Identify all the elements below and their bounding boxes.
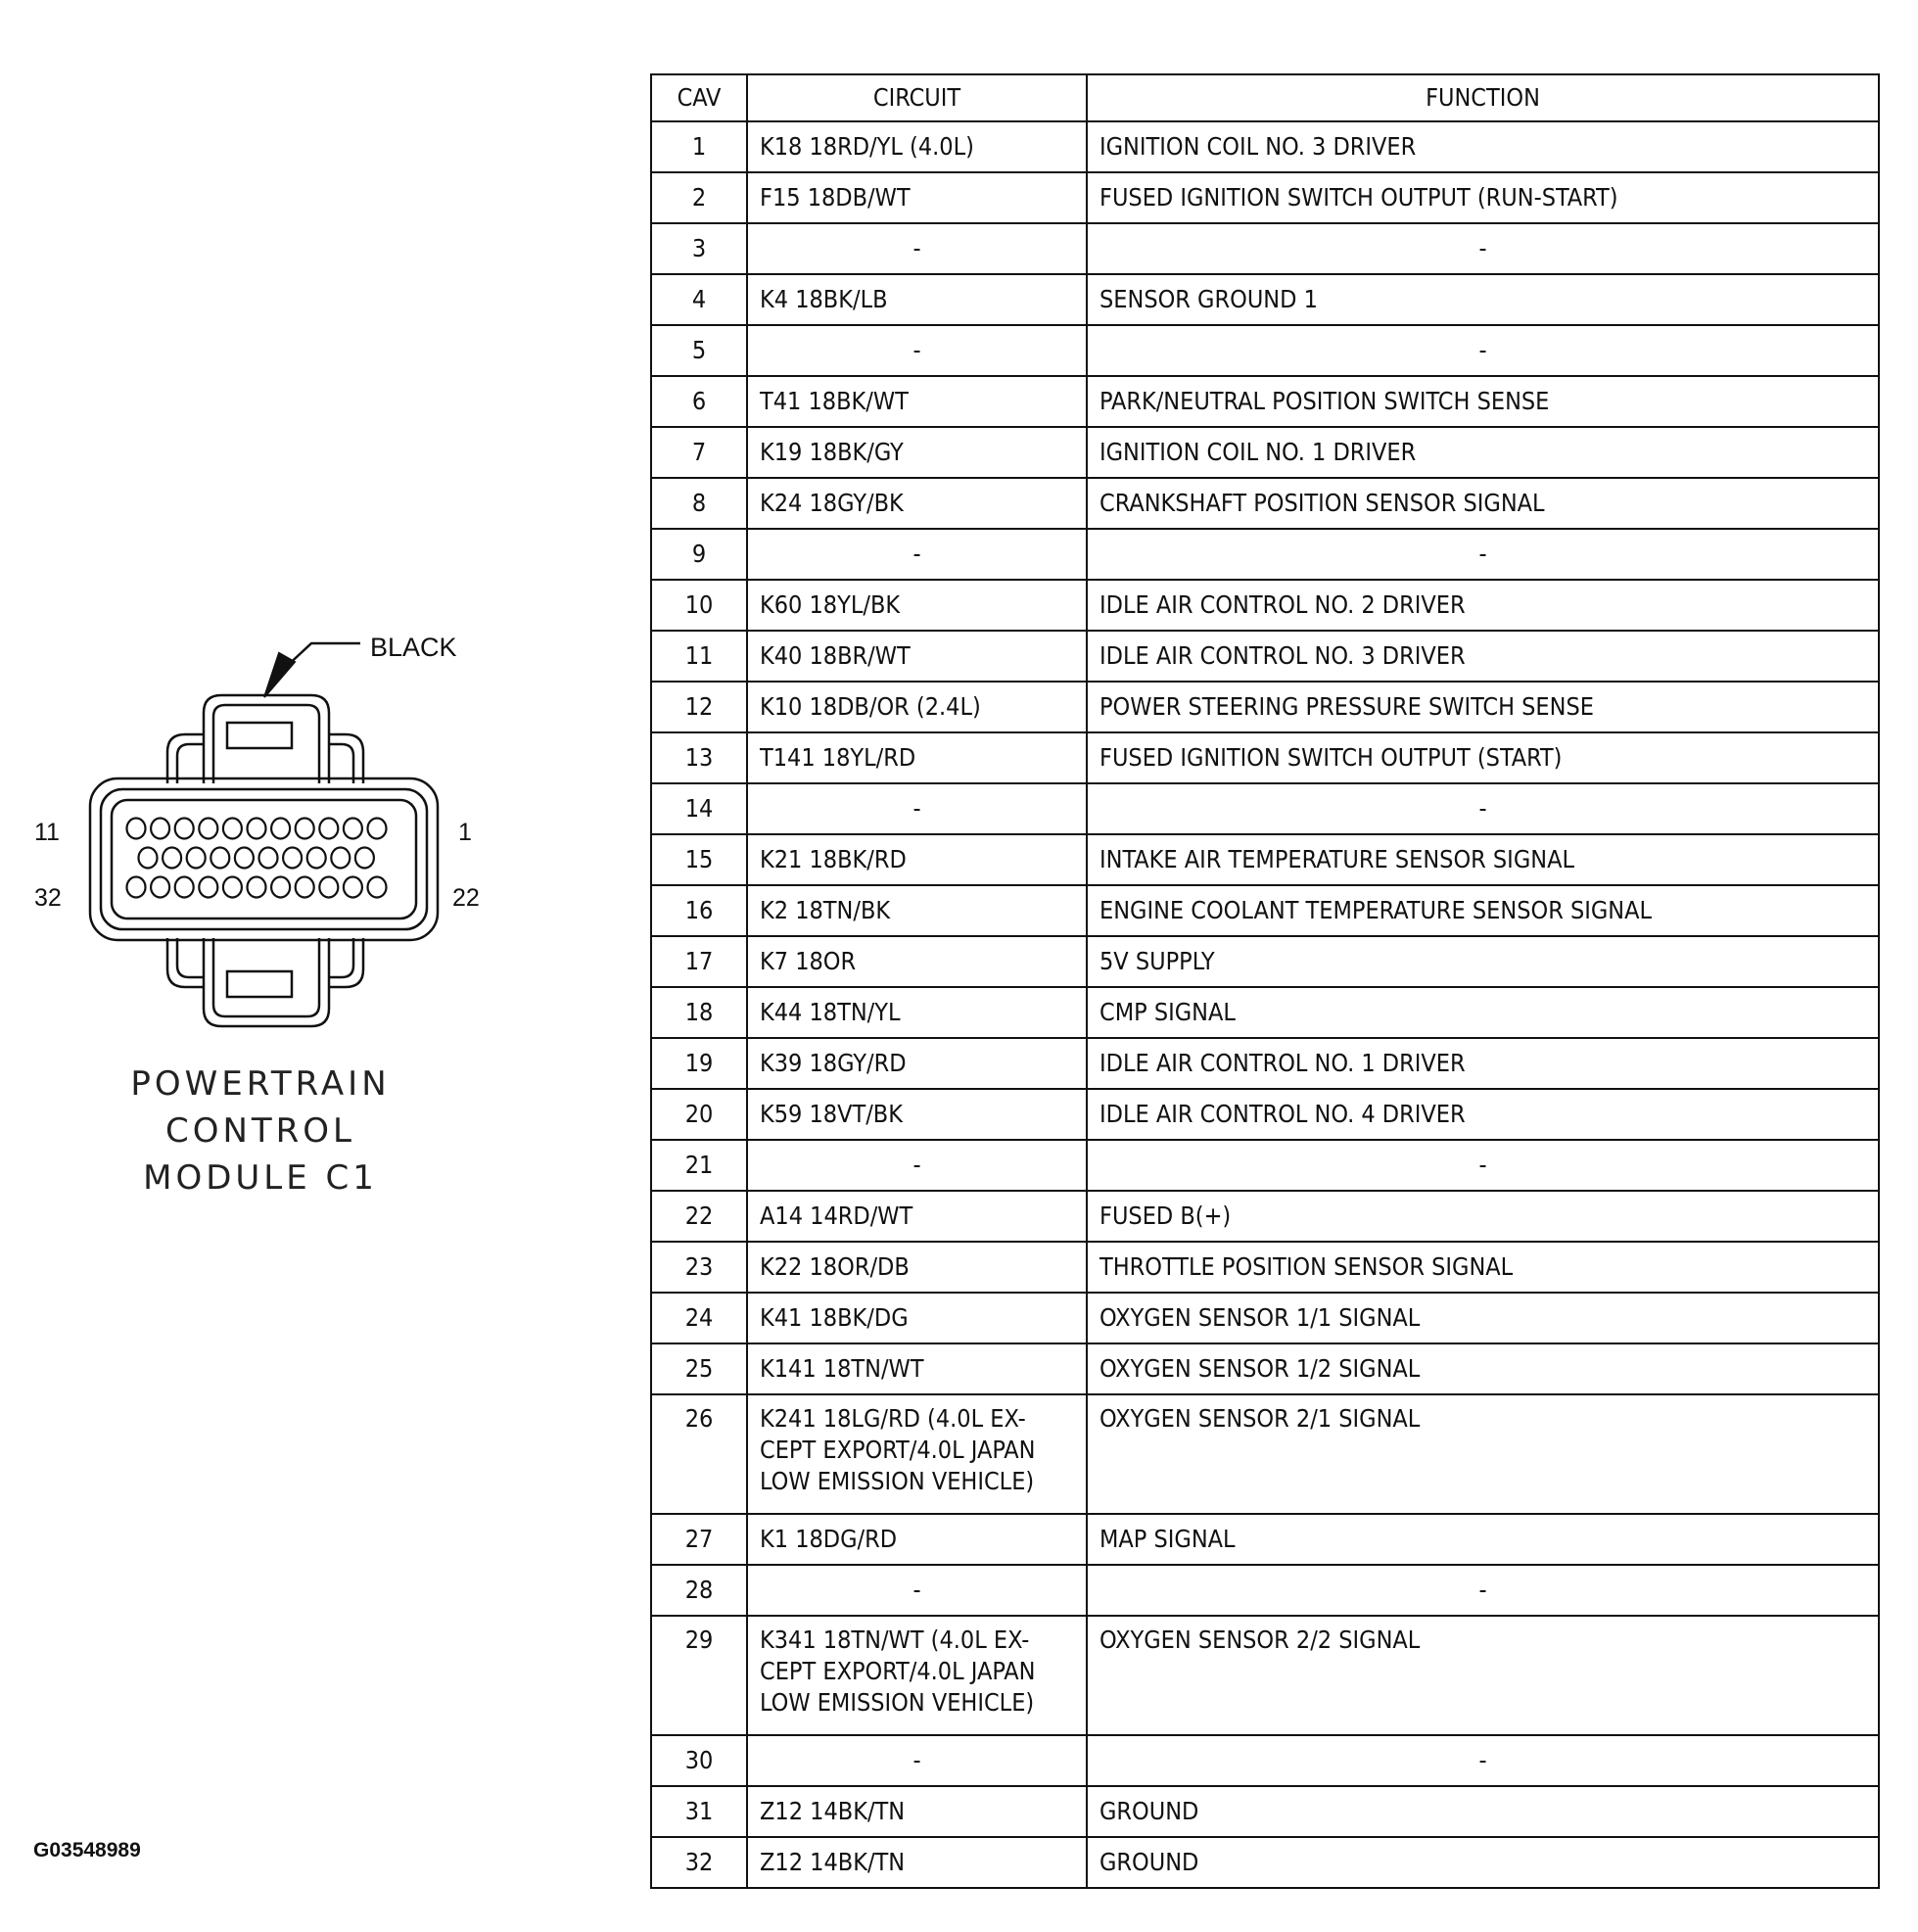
pin-cavity <box>199 877 217 898</box>
cell-function: IDLE AIR CONTROL NO. 3 DRIVER <box>1087 631 1879 682</box>
cell-circuit-text: Z12 14BK/TN <box>760 1848 906 1876</box>
cell-circuit <box>747 1089 1087 1140</box>
cell-cav: 21 <box>651 1140 747 1191</box>
cell-circuit-text: K141 18TN/WT <box>760 1354 924 1383</box>
pin-cavity <box>223 877 242 898</box>
cell-cav: 10 <box>651 580 747 631</box>
cell-circuit <box>747 783 1087 834</box>
table-row <box>651 1786 1879 1837</box>
table-row <box>651 682 1879 732</box>
cell-cav: 23 <box>651 1242 747 1293</box>
cell-cav: 1 <box>651 121 747 172</box>
table-row <box>651 1565 1879 1616</box>
table-row <box>651 529 1879 580</box>
table-row <box>651 376 1879 427</box>
cell-cav: 19 <box>651 1038 747 1089</box>
table-row <box>651 1140 1879 1191</box>
pin-cavity <box>175 877 194 898</box>
pin-cavity <box>259 848 278 869</box>
cell-function: MAP SIGNAL <box>1087 1514 1879 1565</box>
cell-function: IGNITION COIL NO. 3 DRIVER <box>1087 121 1879 172</box>
table-row <box>651 1191 1879 1242</box>
pin-row-middle <box>139 848 374 869</box>
cell-circuit-text: K60 18YL/BK <box>760 590 901 619</box>
cell-cav: 22 <box>651 1191 747 1242</box>
cell-function: - <box>1087 1735 1879 1786</box>
connector-color-label: BLACK <box>370 633 457 662</box>
cell-function: CMP SIGNAL <box>1087 987 1879 1038</box>
pin-cavity <box>248 877 266 898</box>
cell-function: IDLE AIR CONTROL NO. 4 DRIVER <box>1087 1089 1879 1140</box>
cell-circuit-text: K44 18TN/YL <box>760 998 901 1026</box>
cell-circuit-text: F15 18DB/WT <box>760 183 911 212</box>
table-row <box>651 987 1879 1038</box>
table-row <box>651 427 1879 478</box>
table-row <box>651 1242 1879 1293</box>
cell-circuit <box>747 529 1087 580</box>
cell-circuit-text: - <box>912 540 921 568</box>
cell-cav: 16 <box>651 885 747 936</box>
cell-circuit-text: T41 18BK/WT <box>760 387 909 415</box>
table-row <box>651 1038 1879 1089</box>
figure-id: G03548989 <box>33 1839 141 1861</box>
cell-function: OXYGEN SENSOR 1/1 SIGNAL <box>1087 1293 1879 1343</box>
pin-cavity <box>271 819 290 839</box>
cell-function: GROUND <box>1087 1786 1879 1837</box>
cell-circuit <box>747 987 1087 1038</box>
connector-caption-line1: POWERTRAIN <box>130 1064 391 1104</box>
cell-circuit <box>747 1735 1087 1786</box>
pin-label-11: 11 <box>34 819 60 846</box>
cell-circuit-text: K39 18GY/RD <box>760 1049 907 1077</box>
cell-cav: 3 <box>651 223 747 274</box>
cell-function: - <box>1087 325 1879 376</box>
cell-function: - <box>1087 783 1879 834</box>
cell-cav: 31 <box>651 1786 747 1837</box>
cell-circuit-text: K18 18RD/YL (4.0L) <box>760 132 974 161</box>
cell-function: FUSED IGNITION SWITCH OUTPUT (START) <box>1087 732 1879 783</box>
cell-cav: 12 <box>651 682 747 732</box>
column-header-function: FUNCTION <box>1087 74 1879 121</box>
cell-circuit-text: - <box>912 1151 921 1179</box>
pin-row-bottom <box>127 877 387 898</box>
table-row <box>651 1343 1879 1394</box>
cell-function: OXYGEN SENSOR 1/2 SIGNAL <box>1087 1343 1879 1394</box>
cell-function: PARK/NEUTRAL POSITION SWITCH SENSE <box>1087 376 1879 427</box>
pin-cavity <box>344 819 362 839</box>
table-row <box>651 478 1879 529</box>
cell-cav: 2 <box>651 172 747 223</box>
pin-cavity <box>139 848 158 869</box>
table-row <box>651 274 1879 325</box>
cell-circuit <box>747 1242 1087 1293</box>
cell-circuit <box>747 732 1087 783</box>
cell-function: FUSED IGNITION SWITCH OUTPUT (RUN-START) <box>1087 172 1879 223</box>
cell-function: INTAKE AIR TEMPERATURE SENSOR SIGNAL <box>1087 834 1879 885</box>
pin-cavity <box>296 819 314 839</box>
pin-cavity <box>368 877 387 898</box>
cell-function: IGNITION COIL NO. 1 DRIVER <box>1087 427 1879 478</box>
cell-cav: 28 <box>651 1565 747 1616</box>
cell-circuit-text: K41 18BK/DG <box>760 1303 909 1332</box>
cell-cav: 32 <box>651 1837 747 1888</box>
cell-function: GROUND <box>1087 1837 1879 1888</box>
pin-cavity <box>296 877 314 898</box>
pin-cavity <box>199 819 217 839</box>
cell-cav: 20 <box>651 1089 747 1140</box>
cell-function: POWER STEERING PRESSURE SWITCH SENSE <box>1087 682 1879 732</box>
pin-cavity <box>368 819 387 839</box>
cell-cav: 13 <box>651 732 747 783</box>
cell-cav: 29 <box>651 1616 747 1735</box>
cell-cav: 24 <box>651 1293 747 1343</box>
pin-label-22: 22 <box>452 884 480 912</box>
column-header-circuit: CIRCUIT <box>747 74 1087 121</box>
table-row <box>651 1394 1879 1514</box>
cell-function: IDLE AIR CONTROL NO. 2 DRIVER <box>1087 580 1879 631</box>
connector-caption-line2: CONTROL <box>164 1111 356 1151</box>
cell-circuit-text: K1 18DG/RD <box>760 1525 898 1553</box>
cell-cav: 8 <box>651 478 747 529</box>
cell-circuit-text: K40 18BR/WT <box>760 641 911 670</box>
pin-cavity <box>187 848 206 869</box>
column-header-cav: CAV <box>651 74 747 121</box>
cell-cav: 7 <box>651 427 747 478</box>
cell-circuit-text: K21 18BK/RD <box>760 845 907 873</box>
pin-cavity <box>307 848 326 869</box>
table-row <box>651 1293 1879 1343</box>
cell-circuit <box>747 631 1087 682</box>
cell-circuit <box>747 885 1087 936</box>
cell-circuit <box>747 1514 1087 1565</box>
pin-row-top <box>127 819 387 839</box>
cell-circuit-text: K59 18VT/BK <box>760 1100 903 1128</box>
cell-circuit-text: - <box>912 1576 921 1604</box>
pin-cavity <box>319 819 338 839</box>
cell-function: OXYGEN SENSOR 2/1 SIGNAL <box>1087 1394 1879 1514</box>
cell-circuit <box>747 682 1087 732</box>
table-row <box>651 834 1879 885</box>
cell-circuit-text: K241 18LG/RD (4.0L EX- CEPT EXPORT/4.0L JAPAN LOW EMISSION VEHICLE) <box>760 1404 1036 1495</box>
cell-circuit-text: T141 18YL/RD <box>760 743 916 772</box>
cell-circuit <box>747 1786 1087 1837</box>
pin-label-32: 32 <box>34 884 62 912</box>
pin-cavity <box>271 877 290 898</box>
cell-circuit <box>747 1191 1087 1242</box>
pin-cavity <box>319 877 338 898</box>
cell-circuit <box>747 172 1087 223</box>
cell-cav: 14 <box>651 783 747 834</box>
cell-circuit <box>747 223 1087 274</box>
pin-cavity <box>331 848 350 869</box>
table-row <box>651 1616 1879 1735</box>
cell-circuit <box>747 325 1087 376</box>
cell-cav: 5 <box>651 325 747 376</box>
pinout-table <box>650 73 1880 1889</box>
pin-label-1: 1 <box>458 819 472 846</box>
cell-circuit <box>747 376 1087 427</box>
cell-cav: 26 <box>651 1394 747 1514</box>
cell-cav: 18 <box>651 987 747 1038</box>
leader-line <box>284 643 360 669</box>
cell-circuit <box>747 1343 1087 1394</box>
table-row <box>651 1514 1879 1565</box>
cell-circuit-text: - <box>912 336 921 364</box>
cell-function: - <box>1087 529 1879 580</box>
table-row <box>651 732 1879 783</box>
connector-diagram <box>0 0 646 1273</box>
cell-circuit <box>747 834 1087 885</box>
cell-circuit-text: K22 18OR/DB <box>760 1252 910 1281</box>
cell-function: OXYGEN SENSOR 2/2 SIGNAL <box>1087 1616 1879 1735</box>
table-row <box>651 223 1879 274</box>
top-latch <box>167 695 363 783</box>
cell-function: 5V SUPPLY <box>1087 936 1879 987</box>
cell-circuit-text: K24 18GY/BK <box>760 489 904 517</box>
cell-circuit <box>747 1394 1087 1514</box>
cell-circuit-text: K19 18BK/GY <box>760 438 904 466</box>
cell-circuit <box>747 1837 1087 1888</box>
cell-circuit <box>747 427 1087 478</box>
pin-cavity <box>127 819 146 839</box>
table-row <box>651 1089 1879 1140</box>
cell-function: SENSOR GROUND 1 <box>1087 274 1879 325</box>
pin-cavity <box>235 848 254 869</box>
pin-cavity <box>248 819 266 839</box>
leader-arrowhead <box>264 653 295 697</box>
cell-circuit <box>747 1038 1087 1089</box>
pin-cavity <box>151 877 169 898</box>
bottom-latch <box>167 938 363 1026</box>
table-row <box>651 631 1879 682</box>
cell-cav: 25 <box>651 1343 747 1394</box>
cell-function: - <box>1087 1140 1879 1191</box>
cell-function: CRANKSHAFT POSITION SENSOR SIGNAL <box>1087 478 1879 529</box>
pin-cavity <box>151 819 169 839</box>
table-row <box>651 936 1879 987</box>
pin-cavity <box>175 819 194 839</box>
cell-cav: 6 <box>651 376 747 427</box>
cell-circuit <box>747 478 1087 529</box>
cell-circuit <box>747 274 1087 325</box>
table-row <box>651 325 1879 376</box>
cell-circuit-text: - <box>912 1746 921 1774</box>
cell-cav: 15 <box>651 834 747 885</box>
cell-circuit <box>747 121 1087 172</box>
cell-function: - <box>1087 1565 1879 1616</box>
cell-circuit <box>747 1565 1087 1616</box>
cell-cav: 9 <box>651 529 747 580</box>
cell-cav: 17 <box>651 936 747 987</box>
table-row <box>651 1735 1879 1786</box>
cell-circuit <box>747 936 1087 987</box>
cell-circuit <box>747 1293 1087 1343</box>
cell-function: THROTTLE POSITION SENSOR SIGNAL <box>1087 1242 1879 1293</box>
cell-circuit <box>747 1616 1087 1735</box>
table-header-row <box>651 74 1879 121</box>
cell-circuit-text: A14 14RD/WT <box>760 1202 913 1230</box>
cell-cav: 30 <box>651 1735 747 1786</box>
cell-cav: 4 <box>651 274 747 325</box>
table-row <box>651 580 1879 631</box>
cell-circuit-text: K7 18OR <box>760 947 857 975</box>
cell-circuit-text: K2 18TN/BK <box>760 896 891 924</box>
cell-function: ENGINE COOLANT TEMPERATURE SENSOR SIGNAL <box>1087 885 1879 936</box>
connector-body <box>90 778 438 940</box>
cell-cav: 27 <box>651 1514 747 1565</box>
cell-cav: 11 <box>651 631 747 682</box>
cell-circuit-text: - <box>912 794 921 823</box>
table-row <box>651 121 1879 172</box>
pinout-table-body <box>651 121 1879 1888</box>
cell-circuit-text: K10 18DB/OR (2.4L) <box>760 692 981 721</box>
table-row <box>651 1837 1879 1888</box>
cell-function: IDLE AIR CONTROL NO. 1 DRIVER <box>1087 1038 1879 1089</box>
cell-function: FUSED B(+) <box>1087 1191 1879 1242</box>
cell-circuit-text: K341 18TN/WT (4.0L EX- CEPT EXPORT/4.0L JAPAN LOW EMISSION VEHICLE) <box>760 1626 1036 1717</box>
cell-circuit <box>747 1140 1087 1191</box>
cell-circuit-text: K4 18BK/LB <box>760 285 888 313</box>
pin-cavity <box>355 848 374 869</box>
table-row <box>651 885 1879 936</box>
pin-cavity <box>163 848 181 869</box>
pin-cavity <box>283 848 302 869</box>
table-row <box>651 172 1879 223</box>
cell-circuit-text: Z12 14BK/TN <box>760 1797 906 1825</box>
cell-circuit-text: - <box>912 234 921 262</box>
pin-cavity <box>344 877 362 898</box>
connector-caption-line3: MODULE C1 <box>143 1158 378 1198</box>
pin-cavity <box>211 848 229 869</box>
cell-circuit <box>747 580 1087 631</box>
table-row <box>651 783 1879 834</box>
pin-cavity <box>223 819 242 839</box>
cell-function: - <box>1087 223 1879 274</box>
pin-cavity <box>127 877 146 898</box>
